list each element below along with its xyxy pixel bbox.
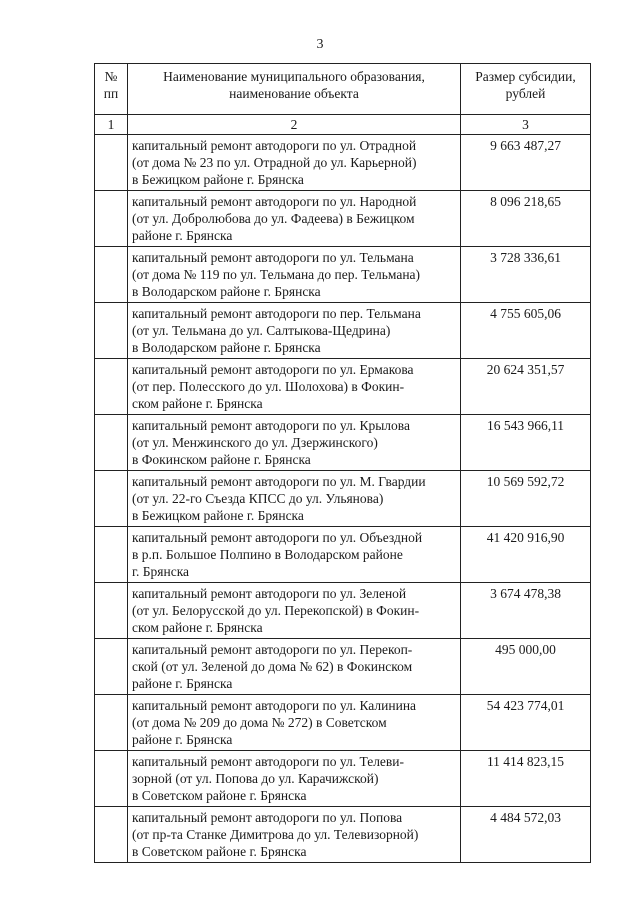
column-index-2: 2 xyxy=(128,115,461,135)
object-name-cell: капитальный ремонт автодороги по ул. Попова (от пр-та Станке Димитрова до ул. Телевизорной) в Советском районе г. Брянска xyxy=(128,807,461,863)
subsidy-amount-cell: 3 728 336,61 xyxy=(461,247,591,303)
row-num-cell xyxy=(95,191,128,247)
row-num-cell xyxy=(95,527,128,583)
object-name-cell: капитальный ремонт автодороги по ул. Зеленой (от ул. Белорусской до ул. Перекопской) в Фокин- ском районе г. Брянска xyxy=(128,583,461,639)
object-name-cell: капитальный ремонт автодороги по ул. Телеви- зорной (от ул. Попова до ул. Карачижской) в Советском районе г. Брянска xyxy=(128,751,461,807)
object-name-cell: капитальный ремонт автодороги по ул. Тельмана (от дома № 119 по ул. Тельмана до пер. Тельмана) в Володарском районе г. Брянска xyxy=(128,247,461,303)
row-num-cell xyxy=(95,639,128,695)
subsidy-table xyxy=(94,63,591,863)
object-name-cell: капитальный ремонт автодороги по ул. Перекоп- ской (от ул. Зеленой до дома № 62) в Фокинском районе г. Брянска xyxy=(128,639,461,695)
table-row xyxy=(95,135,591,191)
object-name-cell: капитальный ремонт автодороги по ул. М. Гвардии (от ул. 22-го Съезда КПСС до ул. Ульянова) в Бежицком районе г. Брянска xyxy=(128,471,461,527)
header-name: Наименование муниципального образования, наименование объекта xyxy=(128,64,461,115)
subsidy-amount-cell: 9 663 487,27 xyxy=(461,135,591,191)
table-row xyxy=(95,695,591,751)
table-body xyxy=(95,135,591,863)
row-num-cell xyxy=(95,583,128,639)
subsidy-amount-cell: 495 000,00 xyxy=(461,639,591,695)
page-number: 3 xyxy=(316,37,324,52)
subsidy-amount-cell: 54 423 774,01 xyxy=(461,695,591,751)
subsidy-amount-cell: 16 543 966,11 xyxy=(461,415,591,471)
column-index-1: 1 xyxy=(95,115,128,135)
row-num-cell xyxy=(95,751,128,807)
subsidy-amount-cell: 3 674 478,38 xyxy=(461,583,591,639)
row-num-cell xyxy=(95,303,128,359)
row-num-cell xyxy=(95,807,128,863)
table-row xyxy=(95,303,591,359)
row-num-cell xyxy=(95,247,128,303)
row-num-cell xyxy=(95,695,128,751)
column-index-row xyxy=(95,115,591,135)
table-row xyxy=(95,807,591,863)
table-row xyxy=(95,471,591,527)
subsidy-amount-cell: 41 420 916,90 xyxy=(461,527,591,583)
object-name-cell: капитальный ремонт автодороги по ул. Народной (от ул. Добролюбова до ул. Фадеева) в Бежицком районе г. Брянска xyxy=(128,191,461,247)
object-name-cell: капитальный ремонт автодороги по пер. Тельмана (от ул. Тельмана до ул. Салтыкова-Щедрина) в Володарском районе г. Брянска xyxy=(128,303,461,359)
table-row xyxy=(95,583,591,639)
table-row xyxy=(95,359,591,415)
subsidy-amount-cell: 20 624 351,57 xyxy=(461,359,591,415)
header-num: № пп xyxy=(95,64,128,115)
subsidy-amount-cell: 4 484 572,03 xyxy=(461,807,591,863)
table-row xyxy=(95,639,591,695)
table-row xyxy=(95,247,591,303)
table-row xyxy=(95,191,591,247)
table-row xyxy=(95,415,591,471)
row-num-cell xyxy=(95,471,128,527)
column-index-3: 3 xyxy=(461,115,591,135)
table-header-row xyxy=(95,64,591,115)
subsidy-amount-cell: 10 569 592,72 xyxy=(461,471,591,527)
object-name-cell: капитальный ремонт автодороги по ул. Калинина (от дома № 209 до дома № 272) в Советском районе г. Брянска xyxy=(128,695,461,751)
object-name-cell: капитальный ремонт автодороги по ул. Объездной в р.п. Большое Полпино в Володарском районе г. Брянска xyxy=(128,527,461,583)
object-name-cell: капитальный ремонт автодороги по ул. Отрадной (от дома № 23 по ул. Отрадной до ул. Карьерной) в Бежицком районе г. Брянска xyxy=(128,135,461,191)
subsidy-amount-cell: 4 755 605,06 xyxy=(461,303,591,359)
object-name-cell: капитальный ремонт автодороги по ул. Ермакова (от пер. Полесского до ул. Шолохова) в Фокин- ском районе г. Брянска xyxy=(128,359,461,415)
row-num-cell xyxy=(95,415,128,471)
table-row xyxy=(95,527,591,583)
object-name-cell: капитальный ремонт автодороги по ул. Крылова (от ул. Менжинского до ул. Дзержинского) в Фокинском районе г. Брянска xyxy=(128,415,461,471)
subsidy-amount-cell: 11 414 823,15 xyxy=(461,751,591,807)
header-amount: Размер субсидии, рублей xyxy=(461,64,591,115)
row-num-cell xyxy=(95,135,128,191)
subsidy-amount-cell: 8 096 218,65 xyxy=(461,191,591,247)
table-row xyxy=(95,751,591,807)
row-num-cell xyxy=(95,359,128,415)
